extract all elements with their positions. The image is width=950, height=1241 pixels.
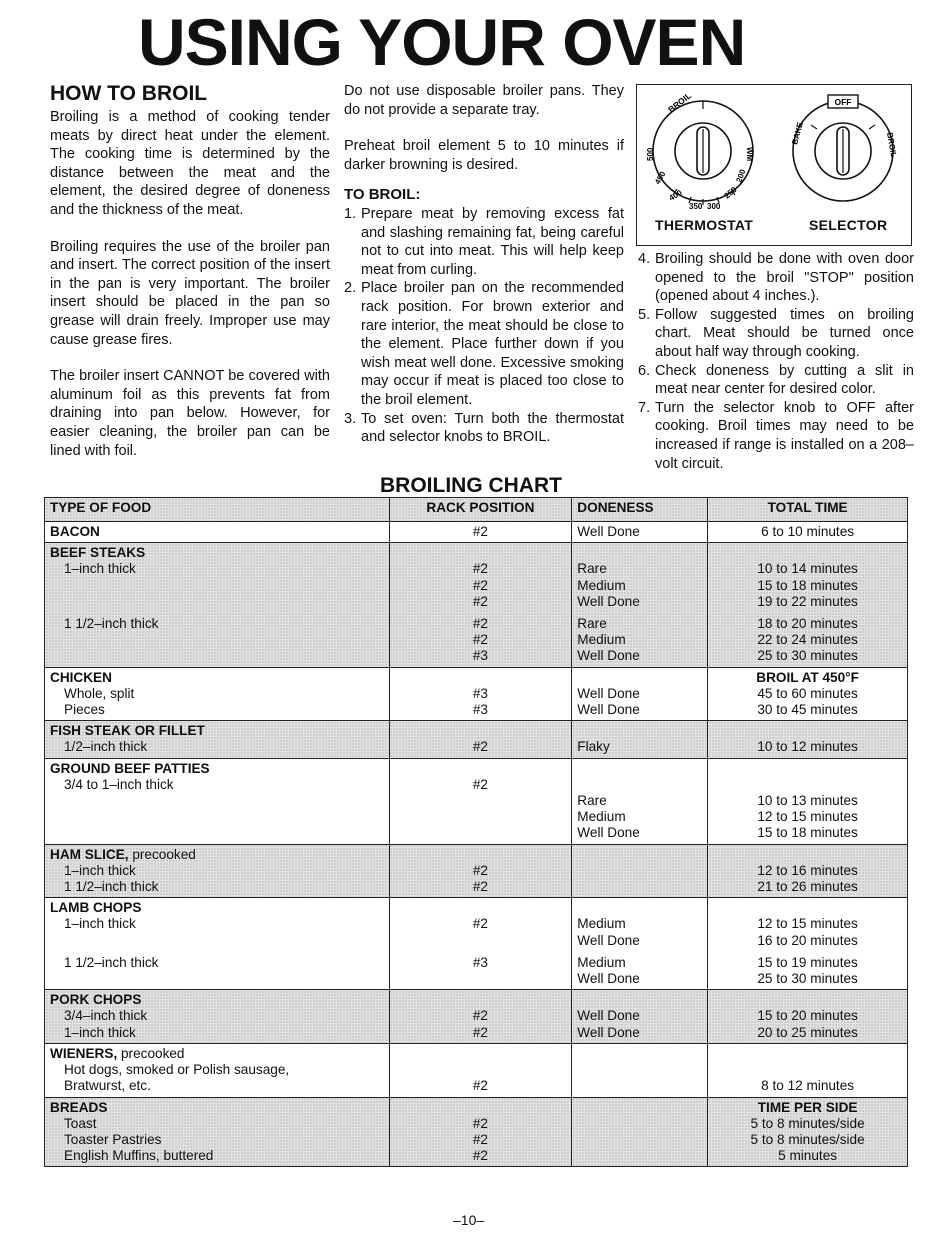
page-title: USING YOUR OVEN bbox=[138, 5, 746, 79]
food-name: BREADS bbox=[50, 1099, 108, 1115]
time-heading: BROIL AT 450°F bbox=[756, 669, 859, 685]
doneness-value: Well Done bbox=[577, 524, 640, 539]
rack-cell bbox=[389, 1043, 572, 1097]
header-doneness: DONENESS bbox=[572, 498, 708, 522]
rack-position: #2 bbox=[472, 561, 488, 577]
spacer-line bbox=[713, 723, 902, 739]
broil-step bbox=[344, 205, 624, 279]
spacer-line bbox=[395, 545, 567, 561]
food-type-name bbox=[50, 545, 384, 561]
doneness-cell bbox=[572, 1097, 708, 1167]
how-to-broil-heading: HOW TO BROIL bbox=[50, 82, 208, 105]
rack-position: #2 bbox=[472, 524, 488, 539]
food-description bbox=[50, 648, 384, 664]
doneness-value bbox=[577, 777, 702, 793]
broil-steps-left bbox=[344, 205, 624, 447]
time-value: 10 to 12 minutes bbox=[757, 739, 858, 755]
food-description: English Muffins, buttered bbox=[64, 1148, 214, 1164]
spacer-line bbox=[395, 992, 567, 1008]
time-value: 15 to 18 minutes bbox=[757, 825, 858, 841]
food-description: Whole, split bbox=[64, 685, 135, 701]
food-description: 1–inch thick bbox=[64, 1024, 136, 1040]
spacer-line bbox=[577, 723, 702, 739]
knob-diagram bbox=[636, 84, 912, 246]
broil-step bbox=[638, 250, 914, 306]
time-value: 8 to 12 minutes bbox=[761, 1078, 855, 1094]
doneness-value: Well Done bbox=[577, 825, 640, 841]
rack-position: #3 bbox=[472, 702, 488, 718]
food-name: CHICKEN bbox=[50, 669, 112, 685]
food-name: LAMB CHOPS bbox=[50, 900, 142, 916]
doneness-value: Rare bbox=[577, 616, 607, 632]
rack-position: #2 bbox=[472, 776, 488, 792]
to-broil-heading: TO BROIL: bbox=[344, 186, 421, 204]
selector-mark-bake: BAKE bbox=[790, 121, 805, 146]
doneness-value: Flaky bbox=[577, 739, 610, 755]
food-type-name bbox=[50, 847, 384, 863]
time-value: 6 to 10 minutes bbox=[761, 524, 855, 539]
food-cell bbox=[45, 1043, 390, 1097]
food-name-note: precooked bbox=[132, 846, 196, 862]
food-cell bbox=[45, 667, 390, 721]
food-cell bbox=[45, 522, 390, 543]
doneness-value: Well Done bbox=[577, 1008, 640, 1024]
doneness-value: Well Done bbox=[577, 971, 640, 987]
rack-position: #2 bbox=[472, 862, 488, 878]
spacer-line bbox=[577, 1100, 702, 1116]
thermostat-mark-350: 350 bbox=[689, 202, 703, 211]
spacer-line bbox=[577, 761, 702, 777]
table-row bbox=[45, 522, 908, 543]
food-type-name bbox=[50, 992, 384, 1008]
doneness-value: Well Done bbox=[577, 702, 640, 718]
doneness-value: Medium bbox=[577, 954, 626, 970]
food-name-note: precooked bbox=[121, 1045, 185, 1061]
spacer-line bbox=[577, 900, 702, 916]
thermostat-mark-250: 250 bbox=[722, 185, 739, 201]
food-description: Pieces bbox=[64, 702, 105, 718]
rack-position: #2 bbox=[472, 1115, 488, 1131]
doneness-value: Well Done bbox=[577, 648, 640, 664]
doneness-cell bbox=[572, 990, 708, 1044]
thermostat-mark-400: 400 bbox=[667, 188, 684, 203]
food-description: 1 1/2–inch thick bbox=[64, 616, 159, 632]
broil-step bbox=[638, 362, 914, 399]
rack-position: #2 bbox=[472, 1024, 488, 1040]
rack-position: #2 bbox=[472, 1078, 488, 1094]
table-row bbox=[45, 543, 908, 667]
time-value: 5 to 8 minutes/side bbox=[750, 1131, 865, 1147]
broil-instructions-section bbox=[344, 82, 624, 447]
food-cell bbox=[45, 1097, 390, 1167]
doneness-value: Well Done bbox=[577, 593, 640, 609]
rack-cell bbox=[389, 667, 572, 721]
doneness-value: Well Done bbox=[577, 932, 640, 948]
food-cell bbox=[45, 758, 390, 844]
selector-knob-icon bbox=[790, 95, 898, 201]
step-number: 2. bbox=[344, 280, 357, 297]
rack-position bbox=[395, 809, 567, 825]
rack-position: #2 bbox=[472, 879, 488, 895]
spacer-line bbox=[395, 1046, 567, 1062]
thermostat-mark-broil: BROIL bbox=[666, 90, 694, 115]
spacer-line bbox=[577, 1046, 702, 1062]
doneness-cell bbox=[572, 1043, 708, 1097]
rack-position: #2 bbox=[472, 593, 488, 609]
table-row bbox=[45, 667, 908, 721]
spacer-line bbox=[713, 761, 902, 777]
time-value: 19 to 22 minutes bbox=[757, 593, 858, 609]
rack-position bbox=[395, 1062, 567, 1078]
food-type-name bbox=[50, 723, 384, 739]
food-type-name bbox=[50, 1046, 384, 1062]
spacer-line bbox=[395, 761, 567, 777]
food-name: BACON bbox=[50, 524, 100, 539]
step-number: 1. bbox=[344, 205, 357, 222]
doneness-value: Well Done bbox=[577, 685, 640, 701]
time-value: 10 to 13 minutes bbox=[757, 793, 858, 809]
food-name: PORK CHOPS bbox=[50, 992, 142, 1008]
doneness-cell bbox=[572, 721, 708, 758]
time-value: 22 to 24 minutes bbox=[757, 632, 858, 648]
time-cell bbox=[708, 721, 908, 758]
spacer-line bbox=[395, 723, 567, 739]
time-value: 12 to 15 minutes bbox=[757, 809, 858, 825]
doneness-value bbox=[577, 1132, 702, 1148]
spacer-line bbox=[395, 1100, 567, 1116]
rack-position: #2 bbox=[472, 1148, 488, 1164]
time-cell bbox=[708, 844, 908, 898]
food-cell bbox=[45, 990, 390, 1044]
time-value: 16 to 20 minutes bbox=[757, 932, 858, 948]
rack-cell bbox=[389, 898, 572, 990]
time-value: 15 to 19 minutes bbox=[757, 954, 858, 970]
broil-step bbox=[638, 399, 914, 473]
rack-cell bbox=[389, 1097, 572, 1167]
page-number: –10– bbox=[453, 1212, 485, 1228]
thermostat-mark-wm: WM bbox=[745, 147, 754, 162]
rack-position: #2 bbox=[472, 632, 488, 648]
food-description: 1–inch thick bbox=[64, 862, 136, 878]
broiling-chart-title: BROILING CHART bbox=[380, 474, 562, 497]
broil-step bbox=[344, 410, 624, 447]
food-description: 3/4 to 1–inch thick bbox=[64, 776, 174, 792]
doneness-value bbox=[577, 879, 702, 895]
food-description bbox=[50, 793, 384, 809]
step-text: Check doneness by cutting a slit in meat near center for desired color. bbox=[655, 362, 914, 398]
header-total-time: TOTAL TIME bbox=[708, 498, 908, 522]
broil-paragraph: Do not use disposable broiler pans. They do not provide a separate tray. bbox=[344, 83, 624, 118]
food-name: HAM SLICE, bbox=[50, 846, 129, 862]
doneness-cell bbox=[572, 898, 708, 990]
rack-position: #3 bbox=[472, 954, 488, 970]
spacer-line bbox=[577, 545, 702, 561]
food-description bbox=[50, 809, 384, 825]
table-header-row bbox=[45, 498, 908, 522]
spacer-line bbox=[395, 900, 567, 916]
doneness-value bbox=[577, 1148, 702, 1164]
broil-paragraph: Broiling requires the use of the broiler pan and insert. The correct position of the insert in the pan is very important. The broiler insert should be placed in the pan so grease will drain freely. Improper use may cause grease fires. bbox=[50, 238, 330, 348]
rack-cell bbox=[389, 543, 572, 667]
time-value: 20 to 25 minutes bbox=[757, 1024, 858, 1040]
food-name: BEEF STEAKS bbox=[50, 545, 146, 561]
food-cell bbox=[45, 844, 390, 898]
time-value: 25 to 30 minutes bbox=[757, 971, 858, 987]
time-value: 15 to 20 minutes bbox=[757, 1008, 858, 1024]
time-cell bbox=[708, 1043, 908, 1097]
food-description bbox=[50, 971, 384, 987]
thermostat-mark-200: 200 bbox=[734, 168, 748, 184]
food-description bbox=[50, 594, 384, 610]
table-row bbox=[45, 758, 908, 844]
doneness-value: Medium bbox=[577, 577, 626, 593]
table-row bbox=[45, 721, 908, 758]
rack-position bbox=[395, 971, 567, 987]
table-row bbox=[45, 990, 908, 1044]
rack-position: #2 bbox=[472, 616, 488, 632]
food-description: 3/4–inch thick bbox=[64, 1008, 148, 1024]
doneness-cell bbox=[572, 667, 708, 721]
step-text: To set oven: Turn both the thermostat and selector knobs to BROIL. bbox=[361, 410, 624, 446]
step-number: 7. bbox=[638, 399, 651, 416]
doneness-value bbox=[577, 863, 702, 879]
rack-cell bbox=[389, 721, 572, 758]
step-text: Broiling should be done with oven door opened to the broil "STOP" position (opened about 4 inches.). bbox=[655, 251, 914, 305]
food-description: 1 1/2–inch thick bbox=[64, 879, 159, 895]
doneness-value: Rare bbox=[577, 561, 607, 577]
table-row bbox=[45, 844, 908, 898]
food-description: Hot dogs, smoked or Polish sausage, bbox=[64, 1062, 290, 1078]
food-description bbox=[50, 825, 384, 841]
time-cell bbox=[708, 522, 908, 543]
food-name: WIENERS, bbox=[50, 1045, 118, 1061]
food-description: 1/2–inch thick bbox=[64, 739, 148, 755]
food-cell bbox=[45, 898, 390, 990]
broiling-chart-table bbox=[44, 497, 908, 1167]
doneness-value: Medium bbox=[577, 916, 626, 932]
food-description bbox=[50, 632, 384, 648]
time-value bbox=[713, 1062, 902, 1078]
spacer-line bbox=[395, 670, 567, 686]
header-rack-position: RACK POSITION bbox=[389, 498, 572, 522]
selector-mark-off: OFF bbox=[834, 97, 852, 107]
time-value: 45 to 60 minutes bbox=[757, 685, 858, 701]
time-cell bbox=[708, 758, 908, 844]
rack-position: #2 bbox=[472, 916, 488, 932]
doneness-value: Well Done bbox=[577, 1024, 640, 1040]
thermostat-mark-300: 300 bbox=[707, 202, 721, 211]
time-value: 12 to 16 minutes bbox=[757, 862, 858, 878]
food-type-name bbox=[50, 524, 384, 540]
food-description: Toaster Pastries bbox=[64, 1131, 162, 1147]
food-description bbox=[50, 933, 384, 949]
rack-position: #2 bbox=[472, 1008, 488, 1024]
doneness-value bbox=[577, 1078, 702, 1094]
doneness-value bbox=[577, 1062, 702, 1078]
food-name: GROUND BEEF PATTIES bbox=[50, 760, 210, 776]
spacer-line bbox=[713, 992, 902, 1008]
step-number: 3. bbox=[344, 410, 357, 427]
spacer-line bbox=[713, 545, 902, 561]
broil-step bbox=[344, 279, 624, 409]
time-cell bbox=[708, 990, 908, 1044]
food-type-name bbox=[50, 1100, 384, 1116]
time-value: 5 minutes bbox=[778, 1148, 838, 1164]
spacer-line bbox=[577, 670, 702, 686]
table-row bbox=[45, 898, 908, 990]
broil-paragraph: Broiling is a method of cooking tender meats by direct heat under the element. The cooking time is determined by the distance between the meat and the element, the desired degree of doneness and the thickness of the meat. bbox=[50, 109, 330, 218]
table-row bbox=[45, 1043, 908, 1097]
time-value: 5 to 8 minutes/side bbox=[750, 1115, 865, 1131]
time-heading: TIME PER SIDE bbox=[757, 1099, 858, 1115]
food-cell bbox=[45, 543, 390, 667]
food-name: FISH STEAK OR FILLET bbox=[50, 723, 205, 739]
doneness-value: Medium bbox=[577, 809, 626, 825]
spacer-line bbox=[713, 847, 902, 863]
selector-label: SELECTOR bbox=[809, 217, 888, 233]
food-description: 1–inch thick bbox=[64, 916, 136, 932]
rack-position: #2 bbox=[472, 577, 488, 593]
table-row bbox=[45, 1097, 908, 1167]
food-description: 1–inch thick bbox=[64, 561, 136, 577]
food-type-name bbox=[50, 761, 384, 777]
time-value: 15 to 18 minutes bbox=[757, 577, 858, 593]
spacer-line bbox=[577, 847, 702, 863]
food-type-name bbox=[50, 670, 384, 686]
spacer-line bbox=[713, 900, 902, 916]
doneness-cell bbox=[572, 522, 708, 543]
rack-position bbox=[395, 825, 567, 841]
step-number: 5. bbox=[638, 306, 651, 323]
food-description: Toast bbox=[64, 1115, 97, 1131]
time-value: 12 to 15 minutes bbox=[757, 916, 858, 932]
time-cell bbox=[708, 667, 908, 721]
step-text: Turn the selector knob to OFF after cooking. Broil times may need to be increased if range is installed on a 208–volt circuit. bbox=[655, 399, 914, 472]
food-description: Bratwurst, etc. bbox=[64, 1078, 151, 1094]
rack-position: #3 bbox=[472, 685, 488, 701]
rack-cell bbox=[389, 758, 572, 844]
time-value: 18 to 20 minutes bbox=[757, 616, 858, 632]
time-value bbox=[713, 777, 902, 793]
time-cell bbox=[708, 898, 908, 990]
time-value: 25 to 30 minutes bbox=[757, 648, 858, 664]
step-text: Place broiler pan on the recommended rack position. For brown exterior and rare interior, the meat should be close to the element. Place further down if you wish meat well done. Excessive smoking may occur if meat is placed too close to the broil element. bbox=[361, 280, 624, 408]
rack-position bbox=[395, 793, 567, 809]
doneness-value: Rare bbox=[577, 793, 607, 809]
thermostat-label: THERMOSTAT bbox=[655, 217, 754, 233]
rack-position: #2 bbox=[472, 1131, 488, 1147]
doneness-value: Medium bbox=[577, 632, 626, 648]
step-number: 4. bbox=[638, 251, 651, 267]
rack-cell bbox=[389, 990, 572, 1044]
selector-mark-broil: BROIL bbox=[885, 131, 899, 158]
rack-cell bbox=[389, 522, 572, 543]
broil-steps-right-section bbox=[638, 250, 914, 473]
doneness-cell bbox=[572, 844, 708, 898]
broil-steps-right bbox=[638, 250, 914, 473]
step-text: Prepare meat by removing excess fat and slashing remaining fat, being careful not to cut into meat. This will help keep meat from curling. bbox=[361, 205, 624, 278]
rack-cell bbox=[389, 844, 572, 898]
thermostat-knob-icon bbox=[646, 90, 754, 211]
food-cell bbox=[45, 721, 390, 758]
step-text: Follow suggested times on broiling chart. Meat should be turned once about half way through cooking. bbox=[655, 306, 914, 360]
rack-position: #3 bbox=[472, 648, 488, 664]
spacer-line bbox=[713, 1046, 902, 1062]
how-to-broil-section bbox=[50, 82, 330, 460]
spacer-line bbox=[577, 992, 702, 1008]
doneness-cell bbox=[572, 758, 708, 844]
broil-paragraph: Preheat broil element 5 to 10 minutes if darker browning is desired. bbox=[344, 138, 624, 173]
time-value: 30 to 45 minutes bbox=[757, 702, 858, 718]
rack-position bbox=[395, 933, 567, 949]
doneness-cell bbox=[572, 543, 708, 667]
step-number: 6. bbox=[638, 362, 651, 379]
thermostat-mark-450: 450 bbox=[652, 169, 668, 186]
food-description: 1 1/2–inch thick bbox=[64, 954, 159, 970]
time-cell bbox=[708, 1097, 908, 1167]
time-value: 10 to 14 minutes bbox=[757, 561, 858, 577]
broil-paragraph: The broiler insert CANNOT be covered with aluminum foil as this prevents fat from draining into pan below. However, for easier cleaning, the broiler pan can be lined with foil. bbox=[50, 368, 330, 459]
thermostat-mark-500: 500 bbox=[646, 147, 655, 161]
time-cell bbox=[708, 543, 908, 667]
food-description bbox=[50, 578, 384, 594]
spacer-line bbox=[395, 847, 567, 863]
time-value: 21 to 26 minutes bbox=[757, 879, 858, 895]
doneness-value bbox=[577, 1116, 702, 1132]
header-type-of-food: TYPE OF FOOD bbox=[45, 498, 390, 522]
food-type-name bbox=[50, 900, 384, 916]
rack-position: #2 bbox=[472, 739, 488, 755]
broil-step bbox=[638, 306, 914, 362]
